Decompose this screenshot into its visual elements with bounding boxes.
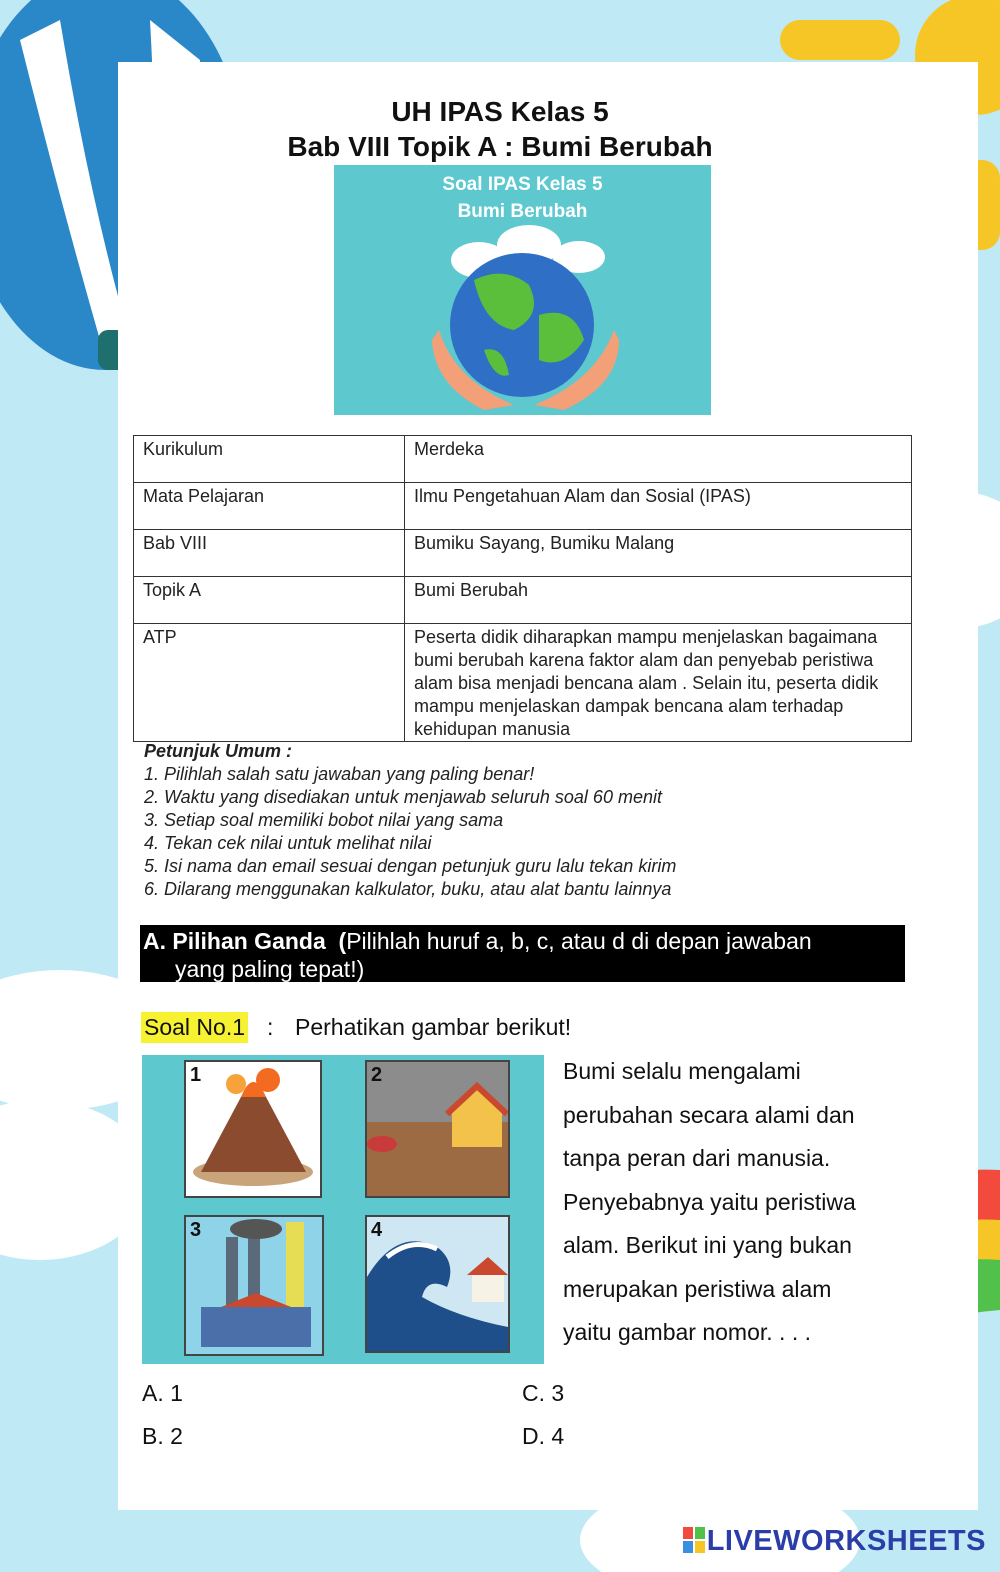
question-image xyxy=(142,1055,544,1364)
table-row xyxy=(134,436,912,483)
question-line: Penyebabnya yaitu peristiwa xyxy=(563,1188,856,1215)
question-line: merupakan peristiwa alam xyxy=(563,1275,832,1302)
question-text xyxy=(563,1050,903,1355)
table-row xyxy=(134,483,912,530)
info-key: Bab VIII xyxy=(134,530,405,577)
option-b[interactable]: B. 2 xyxy=(142,1423,183,1449)
liveworksheets-logo xyxy=(683,1525,986,1558)
option-a[interactable]: A. 1 xyxy=(142,1380,183,1406)
instruction-item: 1. Pilihlah salah satu jawaban yang paling benar! xyxy=(144,764,535,784)
cover-image xyxy=(334,165,711,415)
instruction-item: 5. Isi nama dan email sesuai dengan petunjuk guru lalu tekan kirim xyxy=(144,856,677,876)
panel-volcano xyxy=(184,1060,322,1198)
tsunami-wave-icon xyxy=(367,1217,508,1351)
cover-text-line1: Soal IPAS Kelas 5 xyxy=(442,174,603,195)
table-row xyxy=(134,577,912,624)
table-row xyxy=(134,624,912,742)
info-value: Merdeka xyxy=(405,436,912,483)
page-subtitle: Bab VIII Topik A : Bumi Berubah xyxy=(287,131,713,162)
section-label: A. Pilihan Ganda xyxy=(143,928,326,954)
info-key: Kurikulum xyxy=(134,436,405,483)
liveworksheets-mark-icon xyxy=(683,1527,705,1553)
panel-number: 1 xyxy=(190,1064,202,1086)
question-colon: : xyxy=(267,1014,274,1040)
question-instruction: Perhatikan gambar berikut! xyxy=(295,1014,572,1040)
info-key: ATP xyxy=(134,624,405,742)
panel-number: 2 xyxy=(371,1064,383,1086)
panel-factory xyxy=(184,1215,324,1356)
info-value: Ilmu Pengetahuan Alam dan Sosial (IPAS) xyxy=(405,483,912,530)
instruction-item: 6. Dilarang menggunakan kalkulator, buku, atau alat bantu lainnya xyxy=(144,879,672,899)
section-paren: ( xyxy=(338,928,347,954)
info-table xyxy=(133,435,912,742)
question-number: Soal No.1 xyxy=(141,1012,248,1043)
table-row xyxy=(134,530,912,577)
question-line: yaitu gambar nomor. . . . xyxy=(563,1319,812,1345)
general-instructions xyxy=(144,740,676,901)
section-instruction-line2: yang paling tepat!) xyxy=(175,956,365,982)
instruction-item: 2. Waktu yang disediakan untuk menjawab seluruh soal 60 menit xyxy=(144,787,662,807)
section-instruction: Pilihlah huruf a, b, c, atau d di depan jawaban xyxy=(346,928,812,954)
brand-text: LIVEWORKSHEETS xyxy=(706,1525,986,1557)
cover-text-line2: Bumi Berubah xyxy=(457,201,588,222)
question-line: alam. Berikut ini yang bukan xyxy=(563,1232,852,1258)
info-key: Mata Pelajaran xyxy=(134,483,405,530)
factory-icon xyxy=(186,1217,322,1354)
earth-in-hands-icon xyxy=(334,165,711,415)
info-value: Bumiku Sayang, Bumiku Malang xyxy=(405,530,912,577)
option-c[interactable]: C. 3 xyxy=(522,1380,565,1406)
info-value: Bumi Berubah xyxy=(405,577,912,624)
info-value: Peserta didik diharapkan mampu menjelaskan bagaimana bumi berubah karena faktor alam dan penyebab peristiwa alam bisa menjadi bencana alam . Selain itu, peserta didik mampu menjelaskan dampak bencana alam terhadap kehidupan manusia xyxy=(405,624,912,742)
question-line: perubahan secara alami dan xyxy=(563,1101,855,1128)
panel-tsunami xyxy=(365,1215,510,1353)
instructions-heading: Petunjuk Umum : xyxy=(144,741,293,761)
instruction-item: 3. Setiap soal memiliki bobot nilai yang sama xyxy=(144,810,504,830)
section-heading xyxy=(140,925,905,982)
panel-number: 3 xyxy=(190,1219,202,1241)
info-key: Topik A xyxy=(134,577,405,624)
instruction-item: 4. Tekan cek nilai untuk melihat nilai xyxy=(144,833,432,853)
panel-number: 4 xyxy=(371,1219,383,1241)
flood-house-icon xyxy=(367,1062,508,1196)
panel-flood xyxy=(365,1060,510,1198)
option-d[interactable]: D. 4 xyxy=(522,1423,565,1449)
volcano-icon xyxy=(186,1062,320,1196)
question-line: Bumi selalu mengalami xyxy=(563,1058,801,1084)
page-title: UH IPAS Kelas 5 xyxy=(391,96,609,127)
question-line: tanpa peran dari manusia. xyxy=(563,1145,831,1171)
